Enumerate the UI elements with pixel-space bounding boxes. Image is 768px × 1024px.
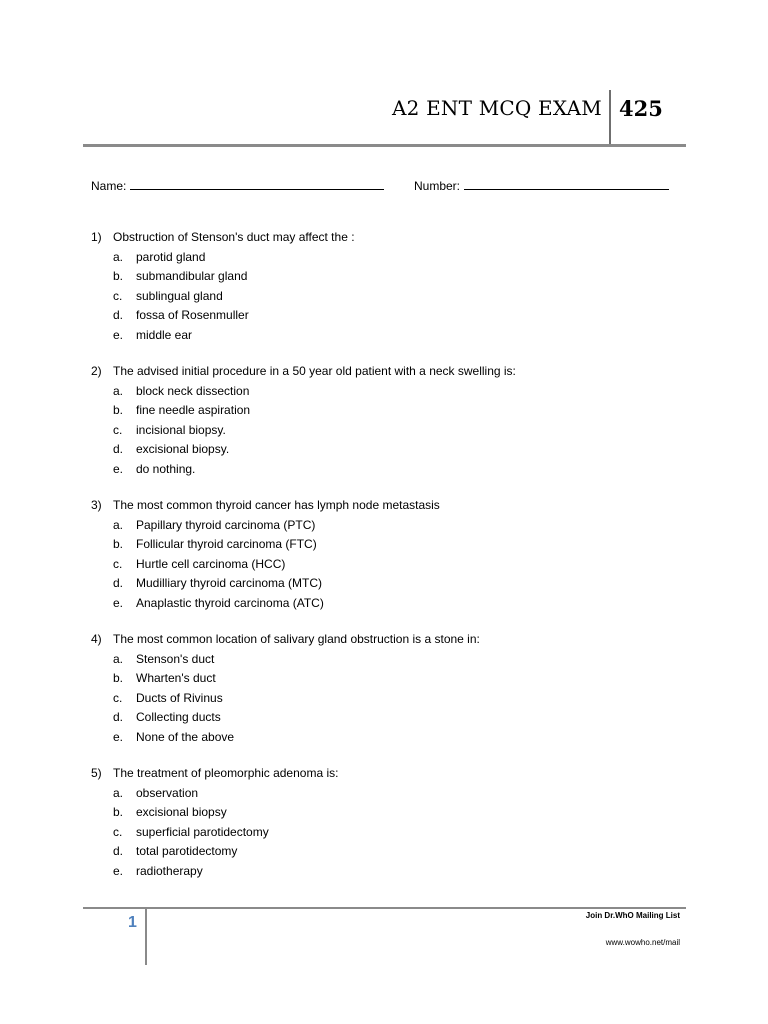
question-text: The advised initial procedure in a 50 year old patient with a neck swelling is: — [113, 364, 516, 378]
page-number: 1 — [128, 914, 137, 931]
option-e — [91, 326, 691, 346]
option-c — [91, 555, 691, 575]
option-letter: e. — [113, 327, 124, 342]
option-letter: d. — [113, 308, 124, 322]
question-1 — [91, 228, 691, 345]
question-5 — [91, 764, 691, 881]
footer-rule — [83, 907, 686, 909]
question-number: 1) — [91, 230, 102, 244]
option-text: Ducts of Rivinus — [136, 690, 223, 705]
option-b — [91, 267, 691, 287]
option-text: Papillary thyroid carcinoma (PTC) — [136, 517, 316, 532]
option-d — [91, 306, 691, 326]
option-letter: e. — [113, 595, 124, 610]
option-b — [91, 669, 691, 689]
option-c — [91, 287, 691, 307]
question-stem — [91, 630, 691, 650]
option-text: total parotidectomy — [136, 844, 238, 858]
option-letter: d. — [113, 442, 124, 456]
question-stem — [91, 764, 691, 784]
option-letter: a. — [113, 517, 124, 532]
option-letter: e. — [113, 461, 124, 476]
option-text: block neck dissection — [136, 383, 250, 398]
question-stem — [91, 496, 691, 516]
option-b — [91, 535, 691, 555]
option-letter: c. — [113, 288, 123, 303]
question-stem — [91, 228, 691, 248]
exam-title: A2 ENT MCQ EXAM — [392, 96, 602, 120]
footer-divider — [145, 909, 147, 965]
name-field — [91, 178, 384, 193]
option-letter: d. — [113, 844, 124, 858]
option-text: Hurtle cell carcinoma (HCC) — [136, 556, 286, 571]
option-list — [91, 382, 691, 480]
option-text: sublingual gland — [136, 288, 223, 303]
question-number: 4) — [91, 632, 102, 646]
option-text: Anaplastic thyroid carcinoma (ATC) — [136, 595, 324, 610]
option-letter: e. — [113, 729, 124, 744]
option-text: fossa of Rosenmuller — [136, 308, 249, 322]
number-blank-line[interactable] — [464, 178, 669, 190]
option-letter: a. — [113, 249, 124, 264]
option-text: middle ear — [136, 327, 193, 342]
option-c — [91, 823, 691, 843]
option-text: Mudilliary thyroid carcinoma (MTC) — [136, 576, 323, 590]
option-e — [91, 594, 691, 614]
question-text: The treatment of pleomorphic adenoma is: — [113, 766, 339, 780]
header-rule — [83, 144, 686, 147]
header-divider — [609, 90, 611, 144]
question-number: 2) — [91, 364, 102, 378]
option-text: parotid gland — [136, 249, 206, 264]
option-text: fine needle aspiration — [136, 403, 251, 417]
option-letter: e. — [113, 863, 124, 878]
option-text: excisional biopsy — [136, 805, 227, 819]
option-b — [91, 803, 691, 823]
question-list — [91, 228, 691, 898]
question-number: 3) — [91, 498, 102, 512]
option-list — [91, 248, 691, 346]
option-d — [91, 708, 691, 728]
option-c — [91, 421, 691, 441]
option-d — [91, 440, 691, 460]
option-a — [91, 650, 691, 670]
option-a — [91, 784, 691, 804]
option-e — [91, 460, 691, 480]
question-text: The most common location of salivary gland obstruction is a stone in: — [113, 632, 480, 646]
option-letter: b. — [113, 403, 124, 417]
question-3 — [91, 496, 691, 613]
question-text: The most common thyroid cancer has lymph node metastasis — [113, 498, 440, 512]
option-a — [91, 516, 691, 536]
option-text: Wharten's duct — [136, 671, 216, 685]
option-letter: c. — [113, 422, 123, 437]
question-4 — [91, 630, 691, 747]
option-text: submandibular gland — [136, 269, 248, 283]
option-letter: d. — [113, 576, 124, 590]
option-letter: a. — [113, 785, 124, 800]
option-text: None of the above — [136, 729, 235, 744]
option-b — [91, 401, 691, 421]
option-list — [91, 784, 691, 882]
option-text: excisional biopsy. — [136, 442, 230, 456]
option-letter: c. — [113, 824, 123, 839]
option-letter: b. — [113, 671, 124, 685]
option-c — [91, 689, 691, 709]
option-a — [91, 248, 691, 268]
option-list — [91, 650, 691, 748]
option-e — [91, 862, 691, 882]
option-letter: b. — [113, 805, 124, 819]
footer-url-link[interactable]: www.wowho.net/mail — [605, 938, 680, 947]
option-letter: a. — [113, 383, 124, 398]
option-text: incisional biopsy. — [136, 422, 226, 437]
exam-number: 425 — [619, 96, 663, 121]
option-text: superficial parotidectomy — [136, 824, 269, 839]
option-text: radiotherapy — [136, 863, 203, 878]
name-blank-line[interactable] — [130, 178, 384, 190]
option-letter: a. — [113, 651, 124, 666]
option-a — [91, 382, 691, 402]
option-d — [91, 574, 691, 594]
option-text: Follicular thyroid carcinoma (FTC) — [136, 537, 317, 551]
option-list — [91, 516, 691, 614]
option-text: Collecting ducts — [136, 710, 221, 724]
number-label: Number: — [414, 179, 461, 193]
question-stem — [91, 362, 691, 382]
option-letter: c. — [113, 690, 123, 705]
option-d — [91, 842, 691, 862]
question-text: Obstruction of Stenson's duct may affect the : — [113, 230, 355, 244]
option-e — [91, 728, 691, 748]
mailing-list-text: Join Dr.WhO Mailing List — [585, 911, 680, 920]
option-letter: b. — [113, 537, 124, 551]
option-text: observation — [136, 785, 199, 800]
number-field — [414, 178, 669, 193]
option-letter: b. — [113, 269, 124, 283]
question-2 — [91, 362, 691, 479]
name-label: Name: — [91, 179, 127, 193]
option-text: do nothing. — [136, 461, 196, 476]
option-letter: d. — [113, 710, 124, 724]
option-text: Stenson's duct — [136, 651, 215, 666]
option-letter: c. — [113, 556, 123, 571]
question-number: 5) — [91, 766, 102, 780]
